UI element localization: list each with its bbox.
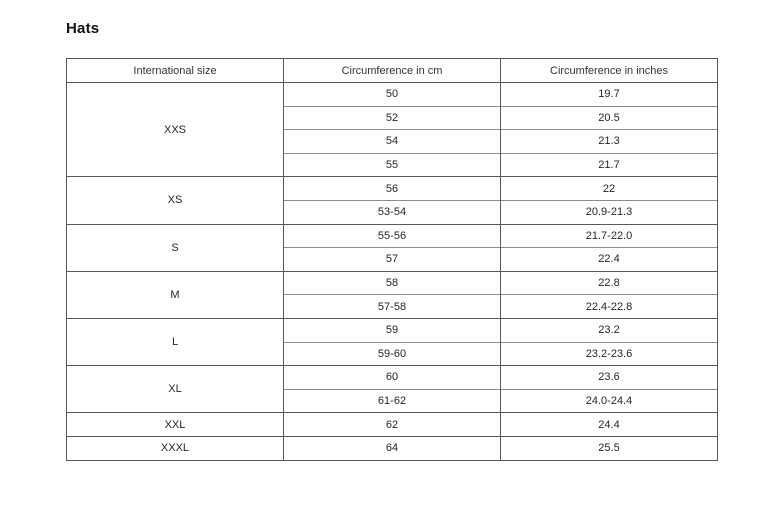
table-row xyxy=(67,83,718,107)
circumference-cm-cell: 56 xyxy=(284,177,501,201)
circumference-cm-cell: 55 xyxy=(284,153,501,177)
circumference-inches-cell: 21.3 xyxy=(501,130,718,154)
circumference-inches-cell: 23.6 xyxy=(501,366,718,390)
table-row xyxy=(67,271,718,295)
circumference-cm-cell: 61-62 xyxy=(284,389,501,413)
size-cell: XXL xyxy=(67,413,284,437)
header-row xyxy=(67,59,718,83)
page-title: Hats xyxy=(66,20,100,37)
size-cell: XS xyxy=(67,177,284,224)
size-cell: L xyxy=(67,318,284,365)
circumference-cm-cell: 59-60 xyxy=(284,342,501,366)
circumference-inches-cell: 25.5 xyxy=(501,436,718,460)
circumference-cm-cell: 62 xyxy=(284,413,501,437)
circumference-cm-cell: 59 xyxy=(284,318,501,342)
circumference-inches-cell: 19.7 xyxy=(501,83,718,107)
col-header-circumference-inches: Circumference in inches xyxy=(501,59,718,83)
table-row xyxy=(67,436,718,460)
circumference-inches-cell: 20.5 xyxy=(501,106,718,130)
table-row xyxy=(67,318,718,342)
circumference-inches-cell: 20.9-21.3 xyxy=(501,200,718,224)
circumference-cm-cell: 58 xyxy=(284,271,501,295)
circumference-inches-cell: 22.8 xyxy=(501,271,718,295)
circumference-inches-cell: 22 xyxy=(501,177,718,201)
circumference-inches-cell: 23.2 xyxy=(501,318,718,342)
circumference-cm-cell: 50 xyxy=(284,83,501,107)
size-cell: XXS xyxy=(67,83,284,177)
circumference-inches-cell: 24.0-24.4 xyxy=(501,389,718,413)
circumference-cm-cell: 57-58 xyxy=(284,295,501,319)
table-row xyxy=(67,224,718,248)
circumference-cm-cell: 55-56 xyxy=(284,224,501,248)
size-cell: S xyxy=(67,224,284,271)
hats-size-table xyxy=(66,58,718,461)
circumference-cm-cell: 64 xyxy=(284,436,501,460)
table-row xyxy=(67,413,718,437)
size-cell: XXXL xyxy=(67,436,284,460)
circumference-inches-cell: 22.4-22.8 xyxy=(501,295,718,319)
col-header-international-size: International size xyxy=(67,59,284,83)
circumference-inches-cell: 21.7-22.0 xyxy=(501,224,718,248)
col-header-circumference-cm: Circumference in cm xyxy=(284,59,501,83)
circumference-cm-cell: 53-54 xyxy=(284,200,501,224)
table-row xyxy=(67,177,718,201)
size-table-body xyxy=(67,83,718,461)
circumference-inches-cell: 24.4 xyxy=(501,413,718,437)
circumference-inches-cell: 22.4 xyxy=(501,248,718,272)
table-row xyxy=(67,366,718,390)
circumference-inches-cell: 23.2-23.6 xyxy=(501,342,718,366)
size-cell: XL xyxy=(67,366,284,413)
circumference-cm-cell: 52 xyxy=(284,106,501,130)
circumference-cm-cell: 60 xyxy=(284,366,501,390)
circumference-cm-cell: 54 xyxy=(284,130,501,154)
circumference-inches-cell: 21.7 xyxy=(501,153,718,177)
circumference-cm-cell: 57 xyxy=(284,248,501,272)
size-cell: M xyxy=(67,271,284,318)
